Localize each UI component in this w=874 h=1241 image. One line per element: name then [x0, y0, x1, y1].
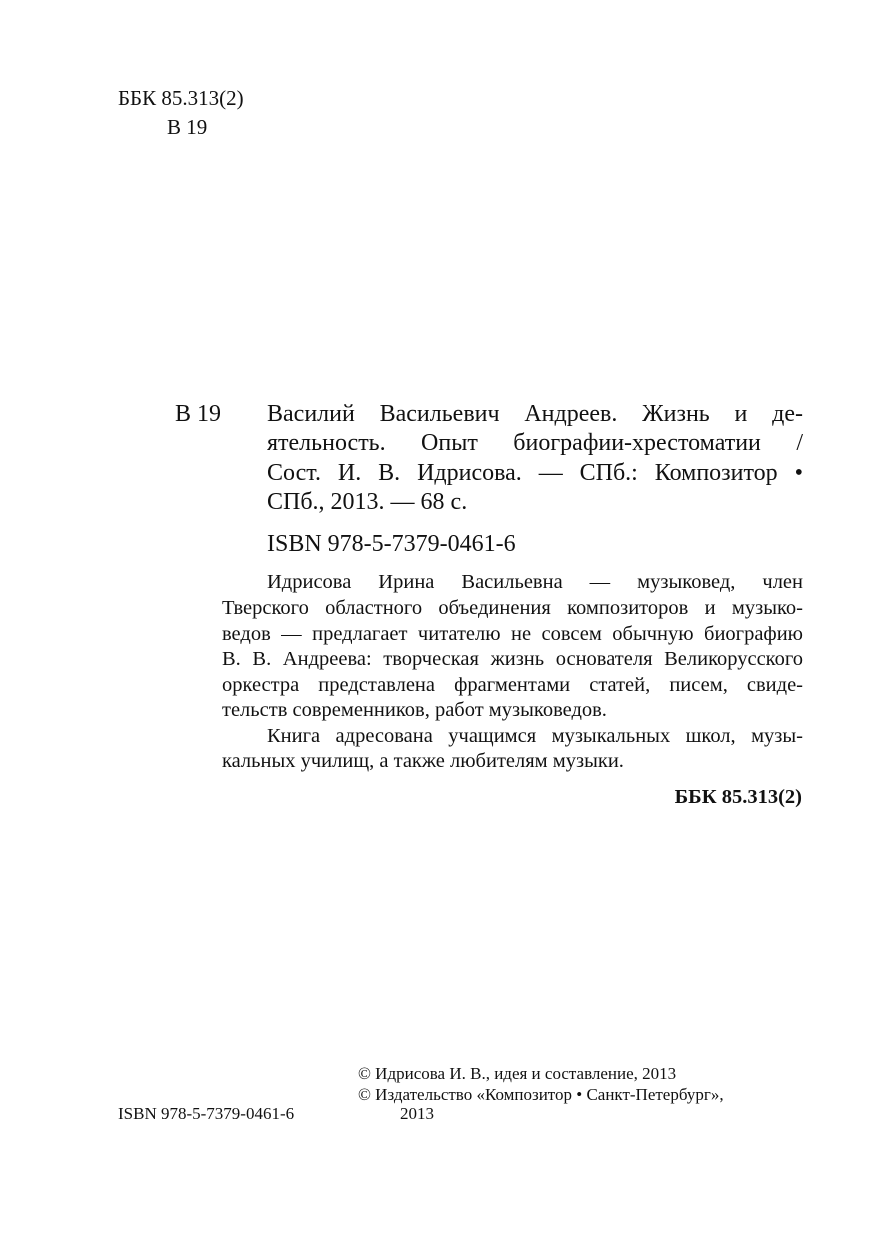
- copyright-publisher: © Издательство «Композитор • Санкт-Петербург»,: [358, 1085, 724, 1104]
- entry-line: ятельность. Опыт биографии-хрестоматии /: [267, 430, 803, 456]
- annotation-line: кальных училищ, а также любителям музыки.: [222, 750, 624, 772]
- footer-isbn: ISBN 978-5-7379-0461-6: [118, 1104, 295, 1123]
- entry-isbn: ISBN 978-5-7379-0461-6: [267, 531, 516, 557]
- entry-line: Сост. И. В. Идрисова. — СПб.: Композитор •: [267, 460, 803, 486]
- annotation-line: В. В. Андреева: творческая жизнь основателя Великорусского: [222, 648, 803, 670]
- bbk-code-bottom: ББК 85.313(2): [674, 786, 802, 808]
- copyright-publisher-year: 2013: [400, 1104, 434, 1123]
- annotation-line: ведов — предлагает читателю не совсем обычную биографию: [222, 623, 803, 645]
- annotation-line: Идрисова Ирина Васильевна — музыковед, член: [267, 571, 803, 593]
- annotation-line: Тверского областного объединения композиторов и музыко-: [222, 597, 803, 619]
- bbk-code-top: ББК 85.313(2): [118, 86, 244, 110]
- entry-line: СПб., 2013. — 68 с.: [267, 489, 468, 515]
- annotation-line: Книга адресована учащимся музыкальных школ, музы-: [267, 725, 803, 747]
- author-code-top: В 19: [167, 115, 208, 139]
- entry-line: Василий Васильевич Андреев. Жизнь и де-: [267, 401, 803, 427]
- annotation-line: тельств современников, работ музыковедов.: [222, 699, 607, 721]
- copyright-compiler: © Идрисова И. В., идея и составление, 2013: [358, 1064, 677, 1083]
- annotation-line: оркестра представлена фрагментами статей, писем, свиде-: [222, 674, 803, 696]
- entry-author-mark: В 19: [175, 401, 222, 427]
